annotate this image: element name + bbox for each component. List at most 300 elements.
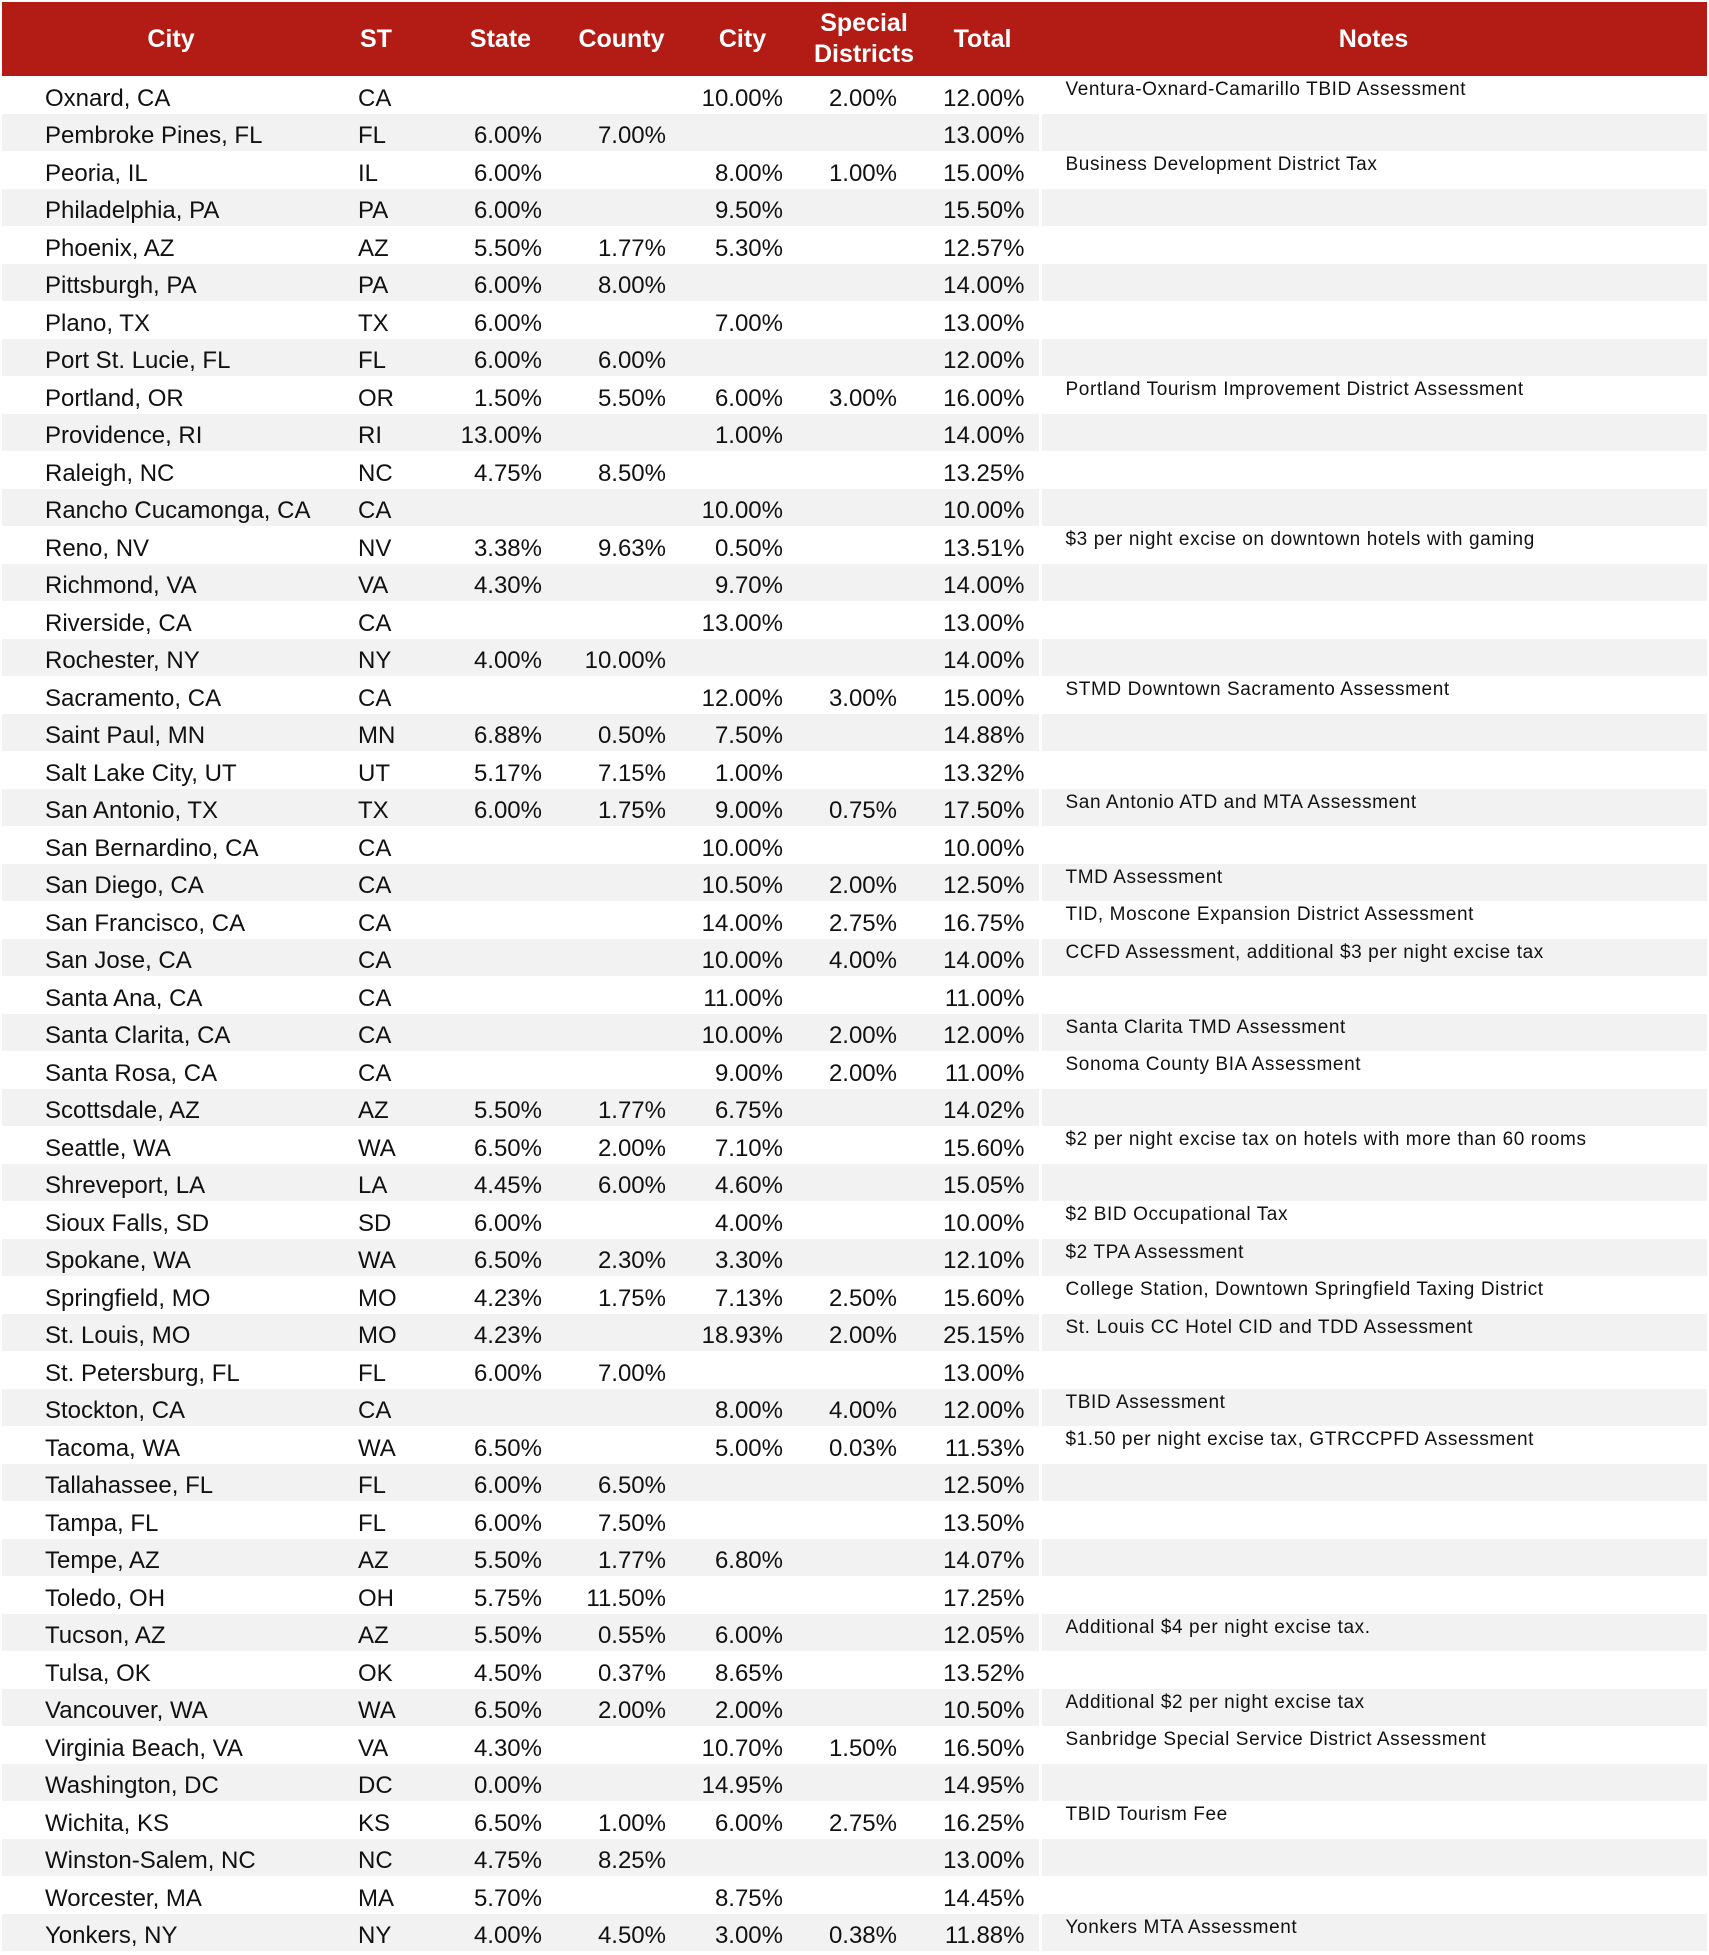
table-row	[2, 1426, 1707, 1464]
state-tax-cell: 6.00%	[440, 339, 561, 377]
notes-cell: CCFD Assessment, additional $3 per night excise tax	[1040, 939, 1707, 977]
county-tax-cell: 0.50%	[561, 714, 682, 752]
special-districts-cell	[803, 489, 925, 527]
total-tax-cell: 14.00%	[925, 264, 1040, 302]
state-tax-cell: 6.00%	[440, 1464, 561, 1502]
header-city-tax: City	[682, 2, 803, 76]
city-cell: Salt Lake City, UT	[45, 759, 237, 787]
notes-cell	[1040, 1501, 1707, 1539]
county-tax-cell: 1.77%	[561, 1089, 682, 1127]
notes-cell	[1040, 1539, 1707, 1577]
city-tax-cell: 7.00%	[714, 309, 783, 337]
city-tax-cell: 1.00%	[714, 759, 783, 787]
state-tax-cell: 5.50%	[440, 1539, 561, 1577]
state-abbrev-cell: FL	[340, 339, 440, 377]
total-tax-cell: 11.00%	[925, 976, 1040, 1014]
state-abbrev-cell: FL	[358, 1359, 387, 1387]
city-cell: Peoria, IL	[45, 159, 148, 187]
county-tax-cell	[561, 301, 682, 339]
notes-cell	[1040, 264, 1707, 302]
table-row	[2, 1876, 1707, 1914]
table-row	[2, 1539, 1707, 1577]
city-cell: Worcester, MA	[45, 1884, 202, 1912]
total-tax-cell: 14.00%	[925, 414, 1040, 452]
special-districts-cell: 0.75%	[803, 789, 925, 827]
state-tax-cell	[440, 901, 561, 939]
total-tax-cell: 25.15%	[925, 1314, 1040, 1352]
table-row	[2, 1351, 1707, 1389]
notes-cell: Yonkers MTA Assessment	[1040, 1914, 1707, 1952]
special-districts-cell	[803, 189, 925, 227]
table-row	[2, 1801, 1707, 1839]
state-abbrev-cell: CA	[358, 609, 392, 637]
city-cell: San Francisco, CA	[45, 909, 246, 937]
total-tax-cell: 12.57%	[925, 226, 1040, 264]
state-tax-cell: 3.38%	[473, 534, 542, 562]
header-state: State	[440, 2, 561, 76]
state-tax-cell: 0.00%	[440, 1764, 561, 1802]
city-tax-cell: 9.70%	[682, 564, 803, 602]
state-abbrev-cell: OK	[358, 1659, 393, 1687]
county-tax-cell: 0.55%	[561, 1614, 682, 1652]
state-abbrev-cell: NV	[358, 534, 392, 562]
table-row	[2, 976, 1707, 1014]
city-cell: Raleigh, NC	[45, 459, 175, 487]
state-tax-cell: 4.30%	[473, 1734, 542, 1762]
state-abbrev-cell: DC	[340, 1764, 440, 1802]
county-tax-cell: 7.15%	[597, 759, 666, 787]
city-cell: Yonkers, NY	[2, 1914, 340, 1952]
city-tax-cell: 7.13%	[714, 1284, 783, 1312]
special-districts-cell	[803, 451, 925, 489]
state-abbrev-cell: NC	[340, 1839, 440, 1877]
total-tax-cell: 15.60%	[925, 1126, 1040, 1164]
special-districts-cell	[803, 1239, 925, 1277]
city-tax-cell: 5.30%	[714, 234, 783, 262]
city-tax-cell: 13.00%	[701, 609, 783, 637]
special-districts-cell: 2.75%	[828, 909, 897, 937]
special-districts-cell	[803, 1089, 925, 1127]
county-tax-cell: 8.25%	[561, 1839, 682, 1877]
state-abbrev-cell: CA	[358, 684, 392, 712]
table-row	[2, 451, 1707, 489]
city-tax-cell	[682, 451, 803, 489]
special-districts-cell: 2.50%	[828, 1284, 897, 1312]
county-tax-cell: 2.30%	[561, 1239, 682, 1277]
total-tax-cell: 17.25%	[925, 1576, 1040, 1614]
county-tax-cell: 8.00%	[561, 264, 682, 302]
county-tax-cell	[561, 1726, 682, 1764]
state-abbrev-cell: PA	[340, 189, 440, 227]
special-districts-cell	[803, 751, 925, 789]
county-tax-cell: 2.00%	[597, 1134, 666, 1162]
county-tax-cell	[561, 564, 682, 602]
notes-cell	[1040, 639, 1707, 677]
state-tax-cell: 6.50%	[440, 1689, 561, 1727]
header-notes: Notes	[1040, 2, 1707, 76]
city-cell: Santa Ana, CA	[45, 984, 203, 1012]
notes-cell	[1040, 1351, 1707, 1389]
notes-cell: $3 per night excise on downtown hotels with gaming	[1065, 529, 1535, 550]
state-abbrev-cell: CA	[358, 1059, 392, 1087]
city-cell: St. Louis, MO	[2, 1314, 340, 1352]
city-tax-cell: 1.00%	[682, 414, 803, 452]
county-tax-cell: 11.50%	[586, 1584, 666, 1612]
total-tax-cell: 10.50%	[925, 1689, 1040, 1727]
state-abbrev-cell: UT	[358, 759, 390, 787]
state-abbrev-cell: AZ	[340, 1089, 440, 1127]
table-row	[2, 1051, 1707, 1089]
city-cell: San Antonio, TX	[2, 789, 340, 827]
city-cell: Plano, TX	[45, 309, 150, 337]
notes-cell: TID, Moscone Expansion District Assessment	[1065, 904, 1475, 925]
notes-cell: Business Development District Tax	[1065, 154, 1378, 175]
city-tax-cell: 8.00%	[682, 1389, 803, 1427]
table-row	[2, 151, 1707, 189]
notes-cell	[1040, 751, 1707, 789]
city-tax-cell: 10.00%	[701, 834, 783, 862]
city-tax-cell: 3.00%	[682, 1914, 803, 1952]
county-tax-cell: 2.00%	[561, 1689, 682, 1727]
state-tax-cell: 5.50%	[440, 1089, 561, 1127]
notes-cell: TMD Assessment	[1040, 864, 1707, 902]
special-districts-cell	[803, 1351, 925, 1389]
header-county: County	[561, 2, 682, 76]
county-tax-cell	[561, 414, 682, 452]
state-tax-cell: 4.30%	[440, 564, 561, 602]
total-tax-cell: 13.00%	[925, 301, 1040, 339]
notes-cell	[1040, 976, 1707, 1014]
total-tax-cell: 15.50%	[925, 189, 1040, 227]
total-tax-cell: 10.00%	[925, 1201, 1040, 1239]
county-tax-cell: 1.75%	[597, 1284, 666, 1312]
state-abbrev-cell: NC	[358, 459, 393, 487]
state-tax-cell	[440, 826, 561, 864]
total-tax-cell: 13.00%	[925, 1351, 1040, 1389]
city-cell: Tulsa, OK	[45, 1659, 151, 1687]
total-tax-cell: 14.95%	[925, 1764, 1040, 1802]
total-tax-cell: 15.60%	[925, 1276, 1040, 1314]
total-tax-cell: 13.51%	[925, 526, 1040, 564]
notes-cell	[1040, 1164, 1707, 1202]
state-tax-cell: 6.50%	[440, 1239, 561, 1277]
city-cell: Rochester, NY	[2, 639, 340, 677]
city-tax-cell: 0.50%	[714, 534, 783, 562]
county-tax-cell	[561, 1314, 682, 1352]
city-cell: Philadelphia, PA	[2, 189, 340, 227]
table-row	[2, 751, 1707, 789]
special-districts-cell	[803, 301, 925, 339]
city-tax-cell: 10.00%	[701, 84, 783, 112]
state-abbrev-cell: LA	[340, 1164, 440, 1202]
county-tax-cell	[561, 601, 682, 639]
city-tax-cell	[682, 1839, 803, 1877]
county-tax-cell	[561, 1014, 682, 1052]
special-districts-cell: 2.75%	[828, 1809, 897, 1837]
special-districts-cell	[803, 1126, 925, 1164]
county-tax-cell: 1.75%	[561, 789, 682, 827]
state-abbrev-cell: KS	[358, 1809, 391, 1837]
lodging-tax-table	[2, 2, 1707, 1951]
city-tax-cell: 10.00%	[682, 1014, 803, 1052]
state-tax-cell: 4.75%	[440, 1839, 561, 1877]
notes-cell: Additional $4 per night excise tax.	[1040, 1614, 1707, 1652]
city-cell: Tampa, FL	[45, 1509, 159, 1537]
table-row	[2, 789, 1707, 827]
county-tax-cell: 6.00%	[561, 1164, 682, 1202]
table-row	[2, 1014, 1707, 1052]
state-abbrev-cell: CA	[358, 984, 392, 1012]
state-tax-cell: 6.50%	[473, 1434, 542, 1462]
total-tax-cell: 14.45%	[925, 1876, 1040, 1914]
state-tax-cell: 5.50%	[473, 234, 542, 262]
city-cell: Winston-Salem, NC	[2, 1839, 340, 1877]
city-tax-cell: 6.80%	[682, 1539, 803, 1577]
state-tax-cell: 6.00%	[440, 789, 561, 827]
total-tax-cell: 14.00%	[925, 639, 1040, 677]
state-tax-cell: 6.50%	[473, 1134, 542, 1162]
state-tax-cell: 4.00%	[440, 1914, 561, 1952]
total-tax-cell: 16.25%	[925, 1801, 1040, 1839]
special-districts-cell: 1.00%	[828, 159, 897, 187]
city-tax-cell: 8.65%	[714, 1659, 783, 1687]
notes-cell: $1.50 per night excise tax, GTRCCPFD Assessment	[1065, 1429, 1535, 1450]
city-tax-cell: 12.00%	[701, 684, 783, 712]
total-tax-cell: 12.00%	[925, 1014, 1040, 1052]
county-tax-cell: 1.77%	[597, 234, 666, 262]
table-row	[2, 1201, 1707, 1239]
state-abbrev-cell: TX	[358, 309, 389, 337]
special-districts-cell: 0.03%	[828, 1434, 897, 1462]
city-cell: Wichita, KS	[45, 1809, 170, 1837]
special-districts-cell: 4.00%	[803, 1389, 925, 1427]
state-abbrev-cell: WA	[358, 1134, 396, 1162]
table-row	[2, 639, 1707, 677]
notes-cell	[1040, 826, 1707, 864]
state-tax-cell: 6.88%	[440, 714, 561, 752]
state-abbrev-cell: NY	[340, 1914, 440, 1952]
city-cell: Rancho Cucamonga, CA	[2, 489, 340, 527]
county-tax-cell: 6.00%	[561, 339, 682, 377]
table-row	[2, 526, 1707, 564]
county-tax-cell	[561, 151, 682, 189]
state-tax-cell: 6.00%	[473, 1359, 542, 1387]
notes-cell: Santa Clarita TMD Assessment	[1040, 1014, 1707, 1052]
state-abbrev-cell: CA	[340, 1389, 440, 1427]
city-tax-cell: 14.95%	[682, 1764, 803, 1802]
special-districts-cell	[803, 1164, 925, 1202]
city-cell: Richmond, VA	[2, 564, 340, 602]
state-abbrev-cell: MO	[340, 1314, 440, 1352]
header-st: ST	[340, 2, 440, 76]
total-tax-cell: 13.00%	[925, 114, 1040, 152]
county-tax-cell	[561, 1426, 682, 1464]
notes-cell	[1040, 301, 1707, 339]
table-row	[2, 826, 1707, 864]
city-tax-cell	[682, 639, 803, 677]
city-cell: Pittsburgh, PA	[2, 264, 340, 302]
city-tax-cell: 8.75%	[714, 1884, 783, 1912]
header-row	[2, 2, 1707, 76]
total-tax-cell: 12.50%	[925, 1464, 1040, 1502]
city-cell: Seattle, WA	[45, 1134, 171, 1162]
notes-cell: Sanbridge Special Service District Assessment	[1065, 1729, 1487, 1750]
special-districts-cell	[803, 1839, 925, 1877]
city-cell: Tucson, AZ	[2, 1614, 340, 1652]
special-districts-cell: 2.00%	[803, 864, 925, 902]
city-tax-cell: 14.00%	[701, 909, 783, 937]
state-tax-cell: 4.23%	[440, 1314, 561, 1352]
county-tax-cell	[561, 489, 682, 527]
special-districts-cell	[803, 1764, 925, 1802]
county-tax-cell	[561, 1201, 682, 1239]
total-tax-cell: 10.00%	[925, 826, 1040, 864]
city-cell: Vancouver, WA	[2, 1689, 340, 1727]
city-tax-cell: 7.50%	[682, 714, 803, 752]
city-tax-cell: 4.00%	[714, 1209, 783, 1237]
city-cell: Spokane, WA	[2, 1239, 340, 1277]
table-row	[2, 1651, 1707, 1689]
table-row	[2, 226, 1707, 264]
county-tax-cell: 1.77%	[561, 1539, 682, 1577]
special-districts-cell	[803, 1539, 925, 1577]
notes-cell: Portland Tourism Improvement District Assessment	[1065, 379, 1524, 400]
city-cell: Phoenix, AZ	[45, 234, 175, 262]
total-tax-cell: 12.50%	[925, 864, 1040, 902]
table-row	[2, 1839, 1707, 1877]
state-tax-cell	[440, 976, 561, 1014]
header-total: Total	[925, 2, 1040, 76]
city-tax-cell: 3.30%	[682, 1239, 803, 1277]
city-tax-cell: 2.00%	[682, 1689, 803, 1727]
city-tax-cell: 10.00%	[682, 489, 803, 527]
notes-cell	[1040, 114, 1707, 152]
state-tax-cell	[440, 939, 561, 977]
city-cell: Washington, DC	[2, 1764, 340, 1802]
state-tax-cell	[440, 676, 561, 714]
table-row	[2, 1126, 1707, 1164]
notes-cell	[1040, 489, 1707, 527]
county-tax-cell: 5.50%	[597, 384, 666, 412]
state-abbrev-cell: OR	[358, 384, 394, 412]
special-districts-cell	[803, 1501, 925, 1539]
state-tax-cell: 5.17%	[473, 759, 542, 787]
table-row	[2, 76, 1707, 114]
county-tax-cell: 0.37%	[597, 1659, 666, 1687]
city-tax-cell: 10.50%	[682, 864, 803, 902]
special-districts-cell	[803, 114, 925, 152]
city-tax-cell: 10.00%	[682, 939, 803, 977]
notes-cell	[1040, 1576, 1707, 1614]
state-abbrev-cell: MO	[358, 1284, 397, 1312]
city-cell: Portland, OR	[45, 384, 184, 412]
notes-cell	[1040, 1464, 1707, 1502]
state-tax-cell: 6.00%	[473, 1509, 542, 1537]
state-abbrev-cell: MN	[340, 714, 440, 752]
special-districts-cell	[803, 714, 925, 752]
city-tax-cell: 9.00%	[714, 1059, 783, 1087]
city-cell: San Jose, CA	[2, 939, 340, 977]
special-districts-cell: 3.00%	[828, 384, 897, 412]
table-row	[2, 1764, 1707, 1802]
table-row	[2, 1726, 1707, 1764]
special-districts-cell	[803, 1576, 925, 1614]
special-districts-cell	[803, 526, 925, 564]
state-abbrev-cell: PA	[340, 264, 440, 302]
state-abbrev-cell: CA	[358, 834, 392, 862]
table-row	[2, 1914, 1707, 1952]
table-row	[2, 1501, 1707, 1539]
table-row	[2, 1464, 1707, 1502]
notes-cell: $2 per night excise tax on hotels with more than 60 rooms	[1065, 1129, 1587, 1150]
total-tax-cell: 12.00%	[925, 1389, 1040, 1427]
state-abbrev-cell: CA	[358, 84, 392, 112]
city-cell: Santa Clarita, CA	[2, 1014, 340, 1052]
state-abbrev-cell: FL	[358, 1509, 387, 1537]
city-tax-cell	[682, 1576, 803, 1614]
notes-cell: College Station, Downtown Springfield Taxing District	[1065, 1279, 1544, 1300]
city-tax-cell: 18.93%	[682, 1314, 803, 1352]
county-tax-cell	[561, 864, 682, 902]
notes-cell	[1040, 1089, 1707, 1127]
county-tax-cell	[561, 976, 682, 1014]
city-cell: Riverside, CA	[45, 609, 192, 637]
special-districts-cell: 2.00%	[803, 1014, 925, 1052]
notes-cell	[1040, 339, 1707, 377]
total-tax-cell: 11.53%	[925, 1426, 1040, 1464]
city-tax-cell: 10.70%	[701, 1734, 783, 1762]
state-tax-cell: 6.00%	[473, 159, 542, 187]
total-tax-cell: 15.05%	[925, 1164, 1040, 1202]
table-header	[2, 2, 1707, 76]
total-tax-cell: 11.88%	[925, 1914, 1040, 1952]
state-tax-cell: 5.75%	[473, 1584, 542, 1612]
special-districts-cell	[803, 564, 925, 602]
notes-cell: Sonoma County BIA Assessment	[1065, 1054, 1362, 1075]
table-row	[2, 1614, 1707, 1652]
city-cell: Stockton, CA	[2, 1389, 340, 1427]
total-tax-cell: 13.25%	[925, 451, 1040, 489]
city-cell: Shreveport, LA	[2, 1164, 340, 1202]
state-tax-cell	[440, 1389, 561, 1427]
total-tax-cell: 13.00%	[925, 601, 1040, 639]
state-tax-cell	[440, 601, 561, 639]
state-tax-cell: 5.70%	[473, 1884, 542, 1912]
table-row	[2, 864, 1707, 902]
city-tax-cell: 6.00%	[682, 1614, 803, 1652]
city-tax-cell: 5.00%	[714, 1434, 783, 1462]
notes-cell	[1040, 451, 1707, 489]
state-tax-cell	[440, 76, 561, 114]
special-districts-cell: 2.00%	[803, 1314, 925, 1352]
county-tax-cell: 7.00%	[561, 114, 682, 152]
notes-cell: St. Louis CC Hotel CID and TDD Assessment	[1040, 1314, 1707, 1352]
special-districts-cell	[803, 1876, 925, 1914]
special-districts-cell	[803, 826, 925, 864]
city-tax-cell: 6.00%	[714, 1809, 783, 1837]
county-tax-cell: 8.50%	[597, 459, 666, 487]
city-tax-cell: 11.00%	[703, 984, 783, 1012]
state-abbrev-cell: FL	[340, 114, 440, 152]
total-tax-cell: 17.50%	[925, 789, 1040, 827]
state-abbrev-cell: VA	[340, 564, 440, 602]
city-cell: Virginia Beach, VA	[45, 1734, 243, 1762]
table-row	[2, 601, 1707, 639]
table-row	[2, 564, 1707, 602]
state-abbrev-cell: TX	[340, 789, 440, 827]
city-cell: Tacoma, WA	[45, 1434, 181, 1462]
special-districts-cell: 1.50%	[828, 1734, 897, 1762]
